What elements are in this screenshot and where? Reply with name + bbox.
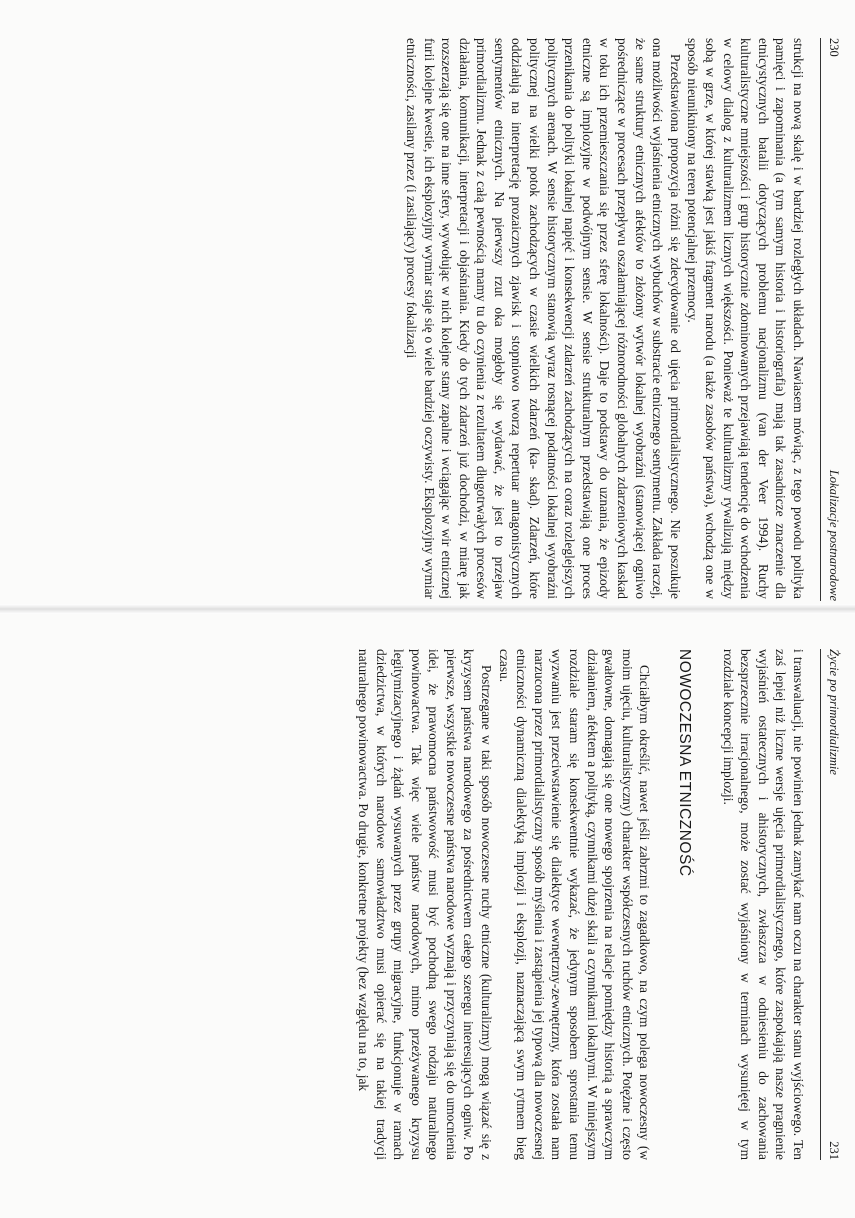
running-head bbox=[821, 38, 841, 601]
paragraph: Przedstawiona propozycja różni się zdecydowanie od ujęcia primordialistycznego. Nie poszukuje ona możliwości wyjaśnienia etnicznych wybuchów w substracie etnicznego sentymentu. Zakłada raczej, że same struktury etnicznych afektów to złożony wytwór lokalnej wyobraźni (stanowiącej ogniwo pośredniczące w procesach przepływu oszałamiającej różnorodności globalnych zdarzeniowych kaskad w toku ich przemieszczania się przez sferę lokalności). Daje to podstawy do uznania, że epizody etniczne są implozyjne w podwójnym sensie. W sensie strukturalnym przedstawiają one proces przenikania do polityki lokalnej napięć i konsekwencji zdarzeń zachodzących na coraz rozleglejszych politycznych arenach. W sensie historycznym stanowią wyraz rosnącej podatności lokalnej wyobraźni politycznej na wielki potok zachodzących w czasie wielkich zdarzeń (ka- skad). Zdarzeń, które oddziałują na interpretację prozaicznych zjawisk i stopniowo tworzą repertuar antagonistycznych sentymentów etnicznych. Na pierwszy rzut oka mogłoby się wydawać, że jest to przejaw primordializmu. Jednak z całą pewnością mamy tu do czynienia z rezultatem długotrwałych procesów działania, komunikacji, interpretacji i objaśniania. Kiedy do tych zdarzeń już dochodzi, w miarę jak rozszerzają się one na inne sfery, wywołując w nich kolejne stany zapalne i wciągając w wir etnicznej furii kolejne kwestie, ich eksplozyjny wymiar staje się o wiele bardziej oczywisty. Eksplozyjny wymiar etniczności, zasilany przez (i zasilający) procesy fokalizacji bbox=[403, 38, 683, 599]
header-rule bbox=[820, 649, 821, 1160]
paragraph: i transwaluacji, nie powinien jednak zamykać nam oczu na charakter stanu wyjściowego. Ten zaś lepiej niż liczne wersje ujęcia primordialistycznego, które zaspokajają nasze pragnienie wyjaśnień ostatecznych i ahistorycznych, zwłaszcza w odniesieniu do zachowania bezsprzecznie irracjonalnego, może zostać wyjaśniony w terminach wysuniętej w tym rozdziale koncepcji implozji. bbox=[720, 649, 806, 1160]
page-body bbox=[10, 38, 807, 599]
page-number: 231 bbox=[827, 1141, 841, 1160]
running-head-title: Lokalizacje postnarodowe bbox=[827, 469, 841, 601]
right-page bbox=[0, 609, 855, 1218]
running-head-title: Życie po primordializmie bbox=[827, 649, 841, 775]
paragraph: strukcji na nową skalę i w bardziej rozległych układach. Nawiasem mówiąc, z tego powodu polityka pamięci i zapominania (a tym samym historia i historiografia) mają tak zasadnicze znaczenie dla etnicystycznych batalii dotyczących problemu nacjonalizmu (van der Veer 1994). Ruchy kulturalistyczne mniejszości i grup historycznie zdominowanych przejawiają tendencję do wchodzenia w celowy dialog z kulturalizmem licznych większości. Ponieważ te kulturalizmy rywalizują między sobą w grze, w której stawką jest jakiś fragment narodu (a także zasobów państwa), wchodzą one w sposób nieunikniony na teren potencjalnej przemocy. bbox=[685, 38, 806, 599]
paragraph: Postrzegane w taki sposób nowoczesne ruchy etniczne (kulturalizmy) mogą wiązać się z kryzysem państwa narodowego za pośrednictwem całego szeregu interesujących ogniw. Po pierwsze, wszystkie nowoczesne państwa narodowe wyznają i przyczyniają się do umocnienia idei, że prawomocna państwowość musi być pochodną swego rodzaju naturalnego powinowactwa. Tak więc wiele państw narodowych, mimo przeżywanego kryzysu legitymizacyjnego i żądań wysuwanych przez grupy migracyjne, funkcjonuje w ramach dziedzictwa, w których narodowe samowładztwo musi opierać się na takiej tradycji naturalnego powinowactwa. Po drugie, konkretne projekty (bez względu na to, jak bbox=[355, 649, 495, 1160]
section-title: NOWOCZESNA ETNICZNOŚĆ bbox=[676, 649, 694, 877]
header-rule bbox=[820, 38, 821, 601]
page-body bbox=[10, 649, 807, 1160]
running-head bbox=[821, 649, 841, 1160]
page-number: 230 bbox=[827, 38, 841, 57]
paragraph: Chciałbym określić, nawet jeśli zabrzmi to zagadkowo, na czym polega nowoczesny (w moim ujęciu, kulturalistyczny) charakter współczesnych ruchów etnicznych. Potężne i często gwałtowne, domagają się one nowego spojrzenia na relacje pomiędzy historią a sprawczym działaniem, afektem a polityką, czynnikami dużej skali a czynnikami lokalnymi. W niniejszym rozdziale staram się konsekwentnie wykazać, że jedynym sposobem sprostania temu wyzwaniu jest przeciwstawienie się dialektyce wewnętrzny-zewnętrzny, która została nam narzucona przez primordialistyczny sposób myślenia i zastąpienia jej typową dla nowoczesnej etniczności dynamiczną dialektyką implozji i eksplozji, naznaczającą swym rytmem bieg czasu. bbox=[496, 649, 653, 1160]
